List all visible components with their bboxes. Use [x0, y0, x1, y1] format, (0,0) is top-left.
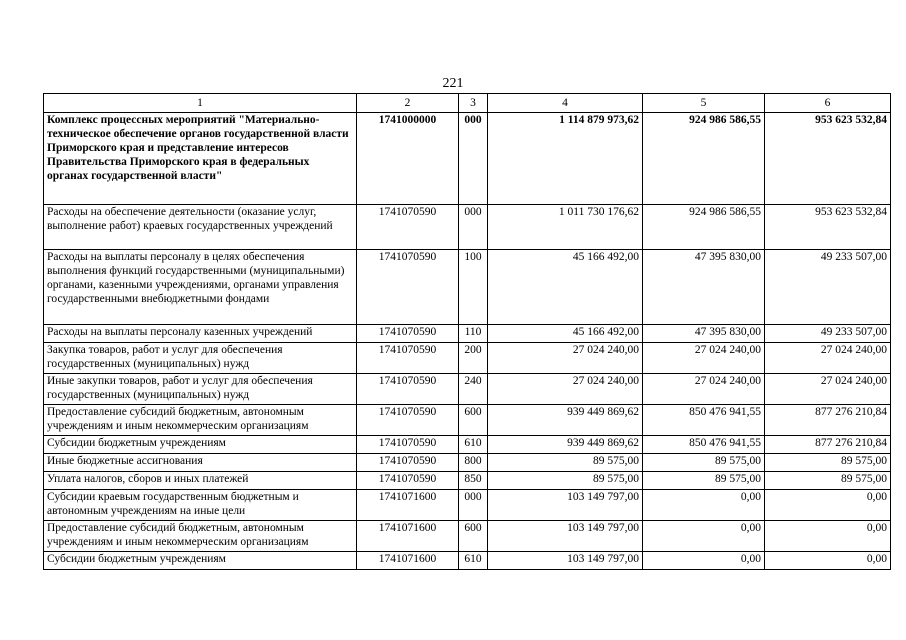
row-value-6: 953 623 532,84: [765, 113, 891, 205]
table-row: [44, 490, 891, 521]
header-col-3: 3: [459, 94, 488, 113]
row-value-6: 877 276 210,84: [765, 436, 891, 454]
row-value-4: 103 149 797,00: [488, 490, 643, 521]
row-code: 1741070590: [357, 205, 459, 250]
table-row: [44, 436, 891, 454]
row-value-6: 0,00: [765, 552, 891, 570]
row-code: 1741070590: [357, 454, 459, 472]
row-type: 600: [459, 405, 488, 436]
row-value-5: 850 476 941,55: [643, 436, 765, 454]
row-value-4: 27 024 240,00: [488, 374, 643, 405]
row-value-4: 939 449 869,62: [488, 436, 643, 454]
row-value-4: 939 449 869,62: [488, 405, 643, 436]
row-code: 1741070590: [357, 343, 459, 374]
table-row: [44, 472, 891, 490]
row-value-5: 27 024 240,00: [643, 343, 765, 374]
row-code: 1741070590: [357, 405, 459, 436]
row-value-4: 1 114 879 973,62: [488, 113, 643, 205]
row-type: 000: [459, 490, 488, 521]
row-value-4: 45 166 492,00: [488, 325, 643, 343]
row-value-5: 0,00: [643, 552, 765, 570]
row-code: 1741071600: [357, 552, 459, 570]
row-value-5: 89 575,00: [643, 472, 765, 490]
header-col-5: 5: [643, 94, 765, 113]
row-name: Расходы на выплаты персоналу в целях обеспечения выполнения функций государственными (муниципальными) органами, казенными учреждениями, органами управления государственными внебюджетными фондами: [44, 250, 357, 325]
row-type: 240: [459, 374, 488, 405]
row-type: 610: [459, 436, 488, 454]
header-row: [44, 94, 891, 113]
row-code: 1741071600: [357, 521, 459, 552]
row-value-4: 89 575,00: [488, 472, 643, 490]
row-type: 110: [459, 325, 488, 343]
row-value-6: 89 575,00: [765, 454, 891, 472]
row-value-5: 924 986 586,55: [643, 205, 765, 250]
row-code: 1741070590: [357, 374, 459, 405]
row-code: 1741000000: [357, 113, 459, 205]
row-name: Комплекс процессных мероприятий "Материально-техническое обеспечение органов государственной власти Приморского края и представление интересов Правительства Приморского края в федеральных органах государственной власти": [44, 113, 357, 205]
row-code: 1741070590: [357, 325, 459, 343]
row-value-5: 89 575,00: [643, 454, 765, 472]
row-value-5: 0,00: [643, 490, 765, 521]
row-value-5: 0,00: [643, 521, 765, 552]
row-name: Расходы на обеспечение деятельности (оказание услуг, выполнение работ) краевых государственных учреждений: [44, 205, 357, 250]
row-name: Субсидии краевым государственным бюджетным и автономным учреждениям на иные цели: [44, 490, 357, 521]
row-code: 1741071600: [357, 490, 459, 521]
row-type: 600: [459, 521, 488, 552]
row-value-6: 0,00: [765, 490, 891, 521]
header-col-6: 6: [765, 94, 891, 113]
row-name: Предоставление субсидий бюджетным, автономным учреждениям и иным некоммерческим организациям: [44, 405, 357, 436]
row-name: Расходы на выплаты персоналу казенных учреждений: [44, 325, 357, 343]
row-type: 800: [459, 454, 488, 472]
row-name: Закупка товаров, работ и услуг для обеспечения государственных (муниципальных) нужд: [44, 343, 357, 374]
row-value-6: 953 623 532,84: [765, 205, 891, 250]
table-row: [44, 205, 891, 250]
row-value-5: 27 024 240,00: [643, 374, 765, 405]
table-row: [44, 325, 891, 343]
table-row: [44, 552, 891, 570]
row-name: Иные закупки товаров, работ и услуг для обеспечения государственных (муниципальных) нужд: [44, 374, 357, 405]
row-value-6: 89 575,00: [765, 472, 891, 490]
row-value-4: 1 011 730 176,62: [488, 205, 643, 250]
row-value-4: 89 575,00: [488, 454, 643, 472]
row-value-5: 47 395 830,00: [643, 250, 765, 325]
row-value-6: 27 024 240,00: [765, 374, 891, 405]
row-code: 1741070590: [357, 472, 459, 490]
header-col-1: 1: [44, 94, 357, 113]
header-col-2: 2: [357, 94, 459, 113]
table-row: [44, 454, 891, 472]
row-value-6: 0,00: [765, 521, 891, 552]
row-name: Субсидии бюджетным учреждениям: [44, 436, 357, 454]
row-value-5: 850 476 941,55: [643, 405, 765, 436]
table-row: [44, 521, 891, 552]
header-col-4: 4: [488, 94, 643, 113]
row-type: 610: [459, 552, 488, 570]
table-row: [44, 343, 891, 374]
table-row: [44, 374, 891, 405]
row-type: 200: [459, 343, 488, 374]
row-value-4: 27 024 240,00: [488, 343, 643, 374]
row-value-6: 49 233 507,00: [765, 325, 891, 343]
table-row: [44, 405, 891, 436]
row-name: Субсидии бюджетным учреждениям: [44, 552, 357, 570]
row-value-6: 27 024 240,00: [765, 343, 891, 374]
row-value-6: 877 276 210,84: [765, 405, 891, 436]
row-name: Иные бюджетные ассигнования: [44, 454, 357, 472]
row-type: 000: [459, 113, 488, 205]
row-type: 100: [459, 250, 488, 325]
table-row: [44, 250, 891, 325]
table-row: [44, 113, 891, 205]
row-value-4: 103 149 797,00: [488, 552, 643, 570]
row-name: Уплата налогов, сборов и иных платежей: [44, 472, 357, 490]
row-code: 1741070590: [357, 436, 459, 454]
row-name: Предоставление субсидий бюджетным, автономным учреждениям и иным некоммерческим организациям: [44, 521, 357, 552]
row-code: 1741070590: [357, 250, 459, 325]
row-type: 850: [459, 472, 488, 490]
row-type: 000: [459, 205, 488, 250]
page-number: 221: [442, 76, 464, 91]
budget-table: [43, 93, 891, 570]
row-value-4: 45 166 492,00: [488, 250, 643, 325]
row-value-6: 49 233 507,00: [765, 250, 891, 325]
row-value-5: 924 986 586,55: [643, 113, 765, 205]
row-value-5: 47 395 830,00: [643, 325, 765, 343]
row-value-4: 103 149 797,00: [488, 521, 643, 552]
